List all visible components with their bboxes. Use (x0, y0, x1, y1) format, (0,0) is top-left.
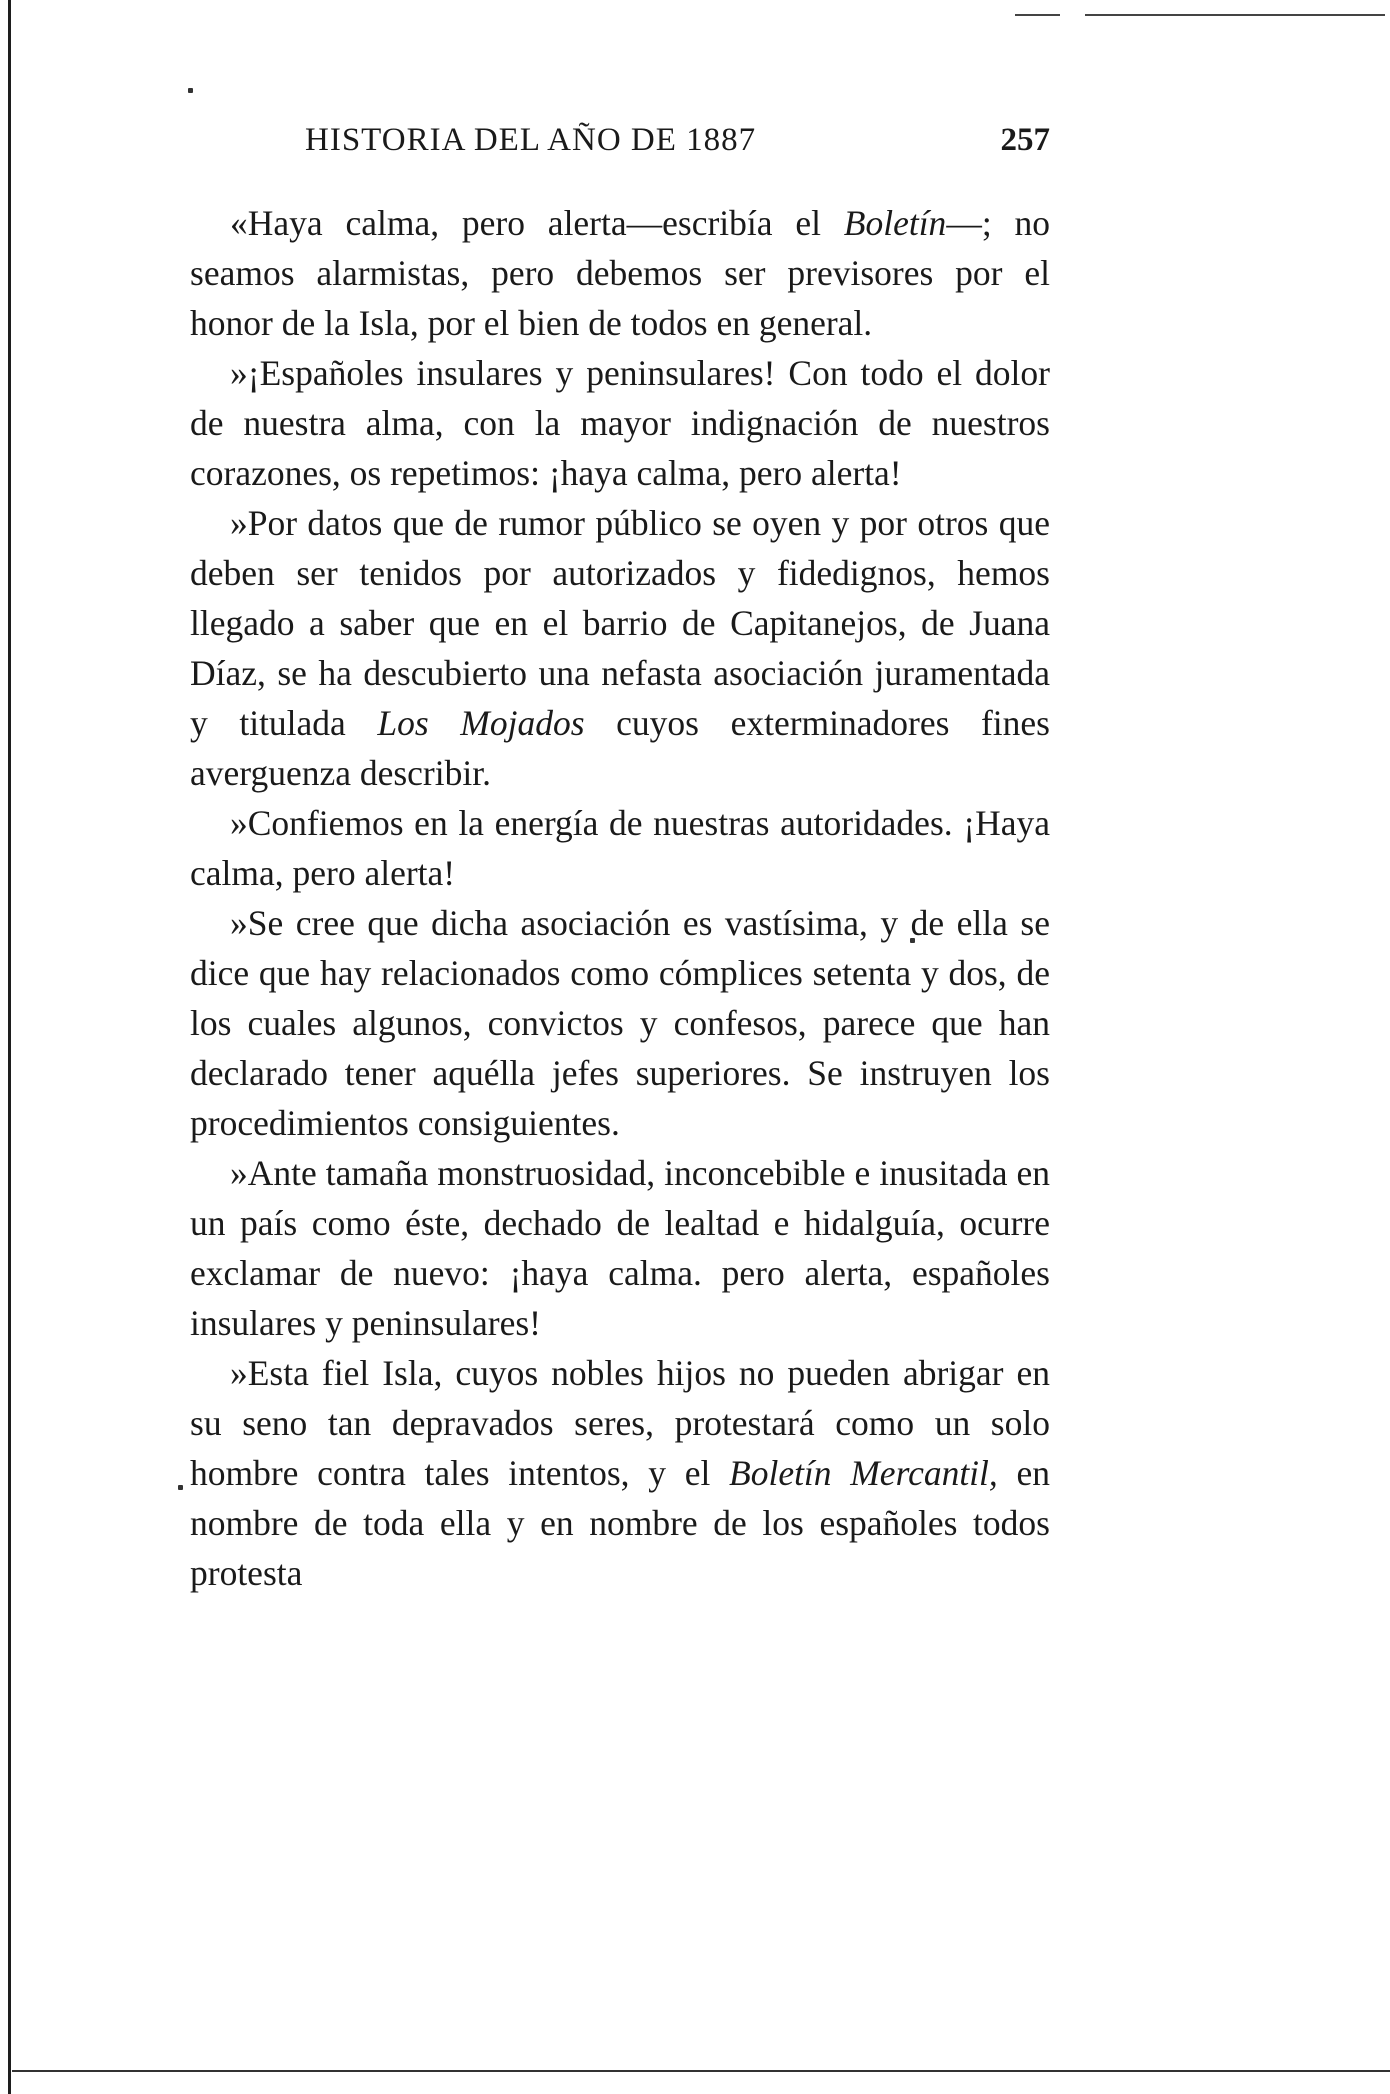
scan-speck (178, 1485, 183, 1490)
paragraph: »¡Españoles insulares y peninsulares! Con todo el dolor de nuestra alma, con la mayor indignación de nuestros corazones, os repetimos: ¡haya calma, pero alerta! (190, 353, 1050, 493)
scan-bottom-rule (12, 2070, 1390, 2072)
paragraph-text: »Esta fiel Isla, cuyos nobles hijos no pueden abrigar en su seno tan depravados seres, protestará como un solo hombre contra tales intentos, y el (190, 1353, 1050, 1493)
paragraph: »Se cree que dicha asociación es vastísima, y de ella se dice que hay relacionados como cómplices setenta y dos, de los cuales algunos, convictos y confesos, parece que han declarado tener aquélla jefes superiores. Se instruyen los procedimientos consiguientes. (190, 903, 1050, 1143)
paragraph (190, 1348, 1050, 1598)
running-title: HISTORIA DEL AÑO DE 1887 (305, 122, 757, 158)
body-text (190, 198, 1050, 1598)
scan-top-rule (1085, 14, 1385, 16)
paragraph: »Confiemos en la energía de nuestras autoridades. ¡Haya calma, pero alerta! (190, 803, 1050, 893)
scan-top-rule (1015, 14, 1060, 16)
paragraph-text: cuyos exterminadores fines averguenza describir. (190, 703, 1050, 793)
page-header (305, 118, 1050, 162)
scan-page-edge (8, 0, 11, 2094)
paragraph-text: —; no seamos alarmistas, pero debemos ser previsores por el honor de la Isla, por el bien de todos en general. (190, 203, 1050, 343)
paragraph (190, 198, 1050, 348)
paragraph-text: »Por datos que de rumor público se oyen y por otros que deben ser tenidos por autorizados y fidedignos, hemos llegado a saber que en el barrio de Capitanejos, de Juana Díaz, se ha descubierto una nefasta asociación juramentada y titulada (190, 503, 1050, 743)
scan-speck (188, 88, 193, 93)
paragraph-text: «Haya calma, pero alerta—escribía el (230, 203, 844, 243)
paragraph: »Ante tamaña monstruosidad, inconcebible e inusitada en un país como éste, dechado de lealtad e hidalguía, ocurre exclamar de nuevo: ¡haya calma. pero alerta, españoles insulares y peninsulares! (190, 1153, 1050, 1343)
paragraph-text: en nombre de toda ella y en nombre de los españoles todos protesta (190, 1453, 1050, 1593)
italic-title: Los Mojados (377, 703, 585, 743)
page-number: 257 (1000, 122, 1050, 158)
paragraph (190, 498, 1050, 798)
italic-title: Boletín Mercantil, (729, 1453, 998, 1493)
italic-title: Boletín (843, 203, 947, 243)
